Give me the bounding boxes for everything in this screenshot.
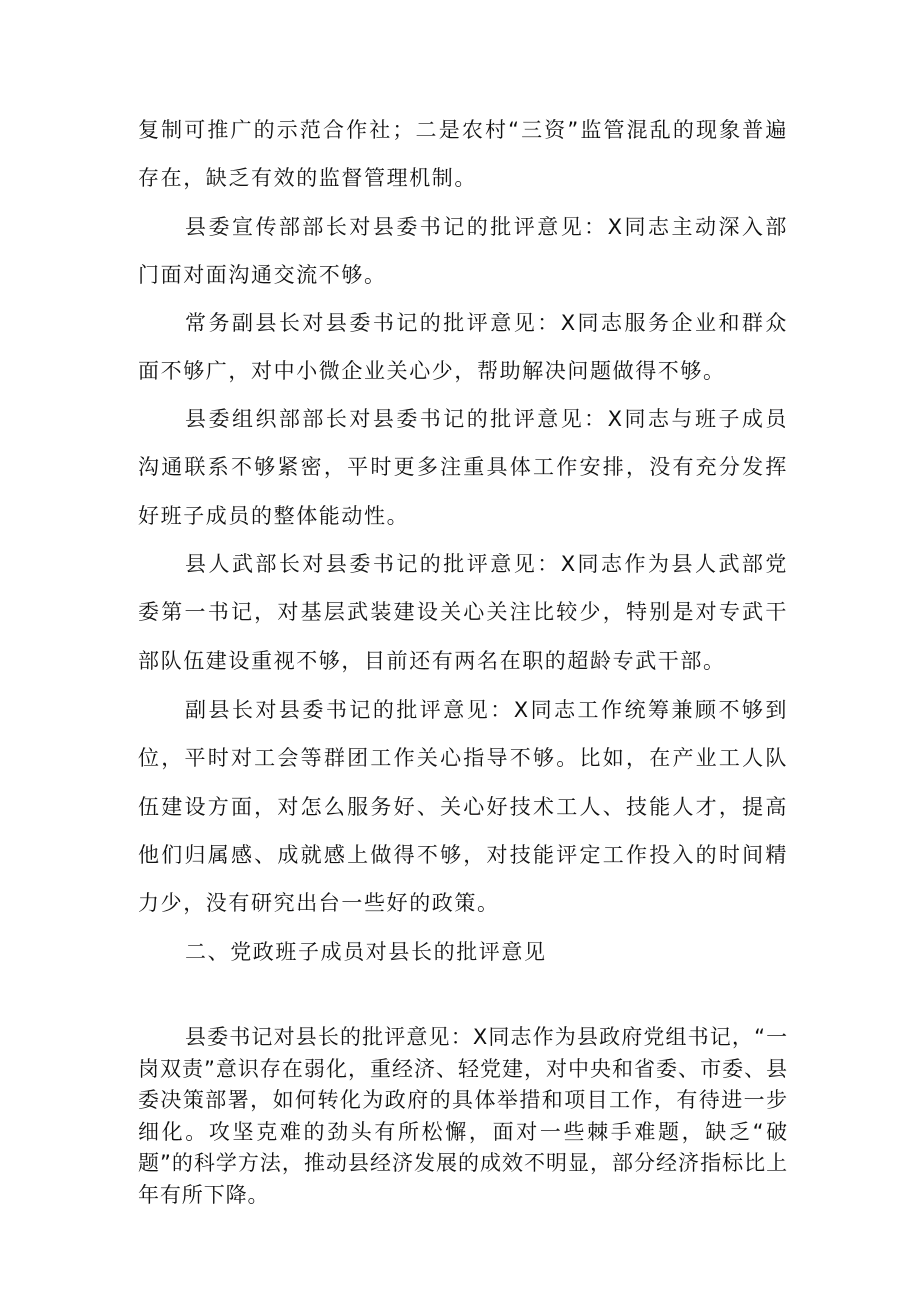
section-heading: 二、党政班子成员对县长的批评意见 (185, 940, 547, 964)
paragraph-executive-deputy-county-head: 常务副县长对县委书记的批评意见：X同志服务企业和群众面不够广，对中小微企业关心少，帮助解决问题做得不够。 (138, 311, 788, 384)
paragraph-party-secretary: 县委书记对县长的批评意见：X同志作为县政府党组书记，“一岗双责”意识存在弱化，重经济、轻党建，对中央和省委、市委、县委决策部署，如何转化为政府的具体举措和项目工作，有待进一步细化。攻坚克难的劲头有所松懈，面对一些棘手难题，缺乏“破题”的科学方法，推动县经济发展的成效不明显，部分经济指标比上年有所下降。 (138, 1025, 788, 1207)
paragraph-continuation: 复制可推广的示范合作社；二是农村“三资”监管混乱的现象普遍存在，缺乏有效的监督管理机制。 (138, 118, 788, 191)
paragraph-armed-forces-minister: 县人武部长对县委书记的批评意见：X同志作为县人武部党委第一书记，对基层武装建设关心关注比较少，特别是对专武干部队伍建设重视不够，目前还有两名在职的超龄专武干部。 (138, 552, 788, 673)
paragraph-organization-minister: 县委组织部部长对县委书记的批评意见：X同志与班子成员沟通联系不够紧密，平时更多注重具体工作安排，没有充分发挥好班子成员的整体能动性。 (138, 407, 788, 528)
paragraph-deputy-county-head: 副县长对县委书记的批评意见：X同志工作统筹兼顾不够到位，平时对工会等群团工作关心指导不够。比如，在产业工人队伍建设方面，对怎么服务好、关心好技术工人、技能人才，提高他们归属感、成就感上做得不够，对技能评定工作投入的时间精力少，没有研究出台一些好的政策。 (138, 698, 788, 916)
paragraph-propaganda-minister: 县委宣传部部长对县委书记的批评意见：X同志主动深入部门面对面沟通交流不够。 (138, 215, 788, 288)
